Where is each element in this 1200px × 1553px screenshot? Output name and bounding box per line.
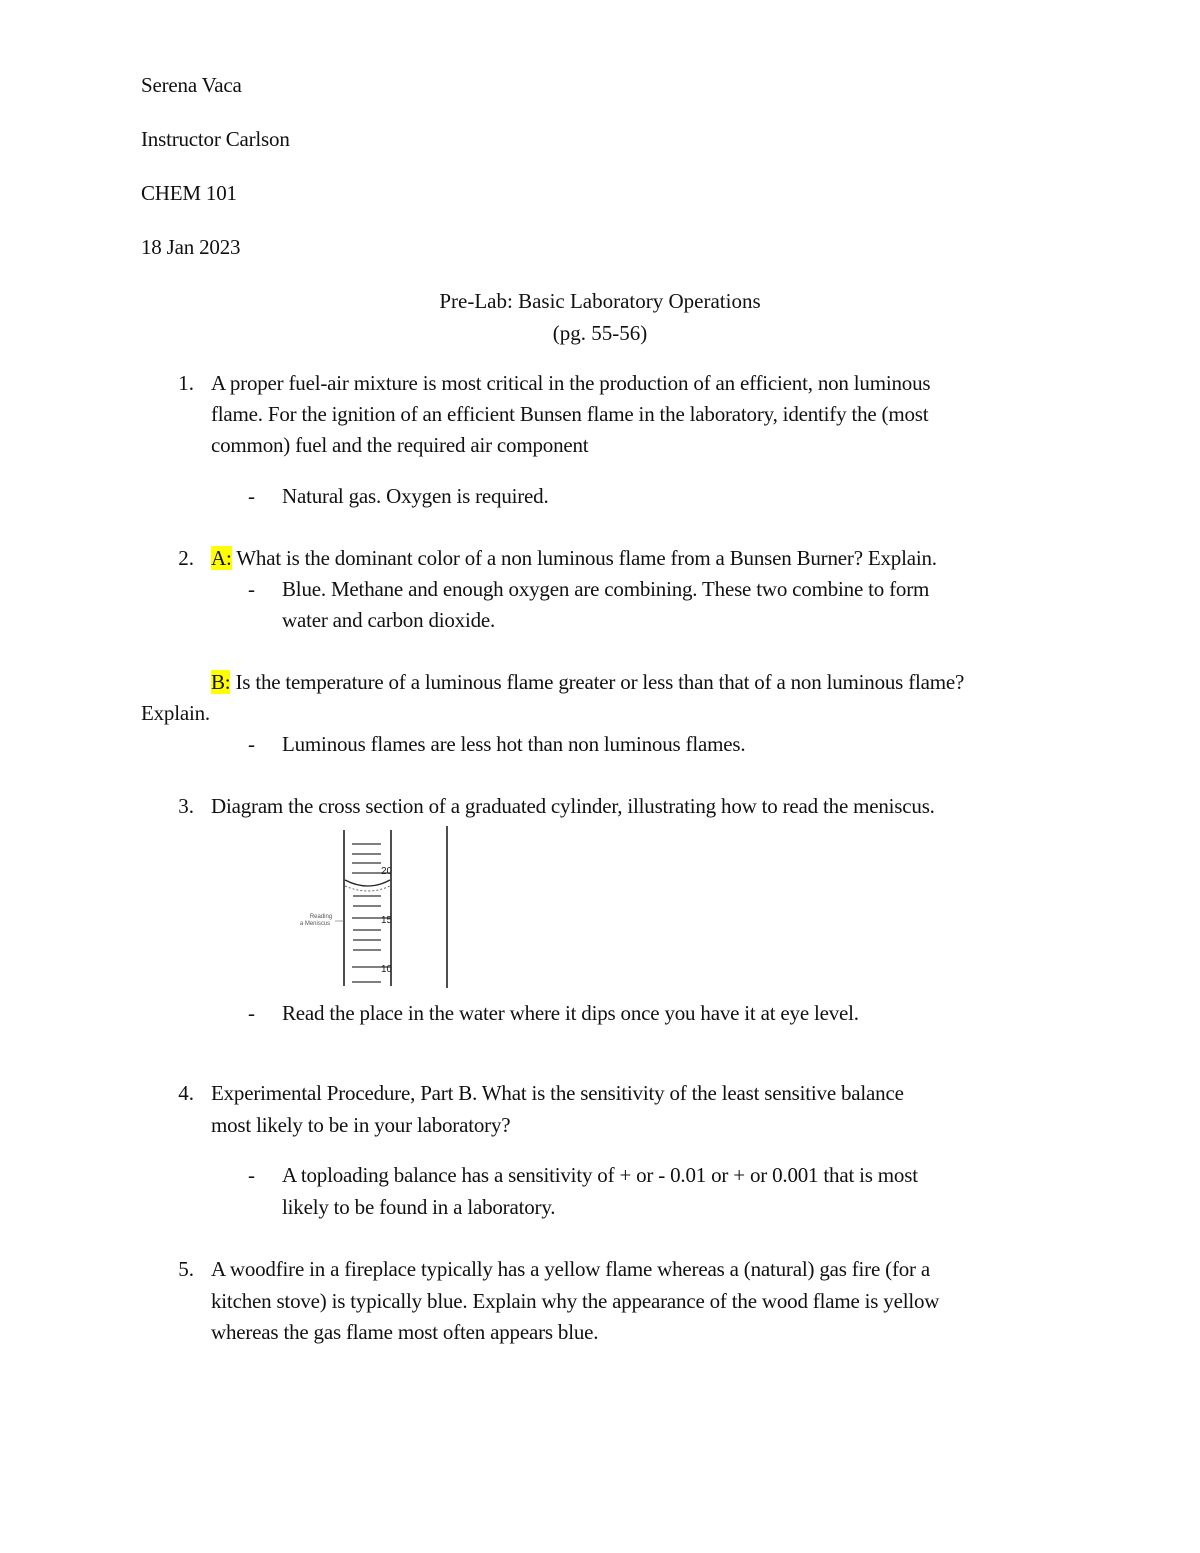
q3-question: Diagram the cross section of a graduated cylinder, illustrating how to read the meniscus. bbox=[211, 794, 935, 818]
q2b-answer-bullet: - bbox=[248, 732, 255, 756]
q1-line-1: A proper fuel-air mixture is most critical in the production of an efficient, non luminous bbox=[211, 371, 931, 395]
q1-answer: Natural gas. Oxygen is required. bbox=[282, 484, 549, 508]
instructor-name: Instructor Carlson bbox=[141, 127, 290, 151]
q1-number: 1. bbox=[178, 371, 194, 395]
q2a-label: A: bbox=[211, 546, 232, 570]
tick-label-20: 20 bbox=[381, 866, 393, 877]
side-label-line-2: a Meniscus bbox=[299, 921, 331, 927]
q4-answer-line-2: likely to be found in a laboratory. bbox=[282, 1195, 556, 1219]
graduation-marks bbox=[352, 844, 391, 982]
q2a-answer-line-2: water and carbon dioxide. bbox=[282, 608, 496, 632]
q2a-answer-bullet: - bbox=[248, 577, 255, 601]
q3-number: 3. bbox=[178, 794, 194, 818]
q2b-question bbox=[211, 667, 964, 698]
course-code: CHEM 101 bbox=[141, 181, 237, 205]
q3-answer-bullet: - bbox=[248, 1001, 255, 1025]
q5-number: 5. bbox=[178, 1257, 194, 1281]
q2b-text: Is the temperature of a luminous flame greater or less than that of a non luminous flame? bbox=[230, 670, 965, 694]
q3-answer: Read the place in the water where it dips once you have it at eye level. bbox=[282, 1001, 859, 1025]
q4-number: 4. bbox=[178, 1081, 194, 1105]
document-title: Pre-Lab: Basic Laboratory Operations bbox=[439, 289, 761, 313]
q5-line-3: whereas the gas flame most often appears blue. bbox=[211, 1320, 599, 1344]
q2a-text: What is the dominant color of a non luminous flame from a Bunsen Burner? Explain. bbox=[231, 546, 937, 570]
q2-number: 2. bbox=[178, 546, 194, 570]
meniscus-lower-curve bbox=[345, 886, 390, 891]
side-label-line-1: Reading bbox=[309, 914, 333, 920]
q4-line-1: Experimental Procedure, Part B. What is the sensitivity of the least sensitive balance bbox=[211, 1081, 904, 1105]
tick-label-10: 10 bbox=[381, 964, 393, 975]
graduated-cylinder-diagram bbox=[295, 826, 455, 992]
q2a-question bbox=[211, 543, 937, 574]
q5-line-1: A woodfire in a fireplace typically has a yellow flame whereas a (natural) gas fire (for a bbox=[211, 1257, 930, 1281]
student-name: Serena Vaca bbox=[141, 73, 242, 97]
q2a-answer-line-1: Blue. Methane and enough oxygen are combining. These two combine to form bbox=[282, 577, 930, 601]
q4-answer-bullet: - bbox=[248, 1163, 255, 1187]
document-date: 18 Jan 2023 bbox=[141, 235, 241, 259]
meniscus-curve bbox=[345, 880, 390, 886]
q1-line-2: flame. For the ignition of an efficient Bunsen flame in the laboratory, identify the (most bbox=[211, 402, 929, 426]
document-subtitle: (pg. 55-56) bbox=[552, 321, 648, 345]
q2b-answer: Luminous flames are less hot than non luminous flames. bbox=[282, 732, 746, 756]
q2b-question-cont: Explain. bbox=[141, 701, 210, 725]
q4-line-2: most likely to be in your laboratory? bbox=[211, 1113, 511, 1137]
q5-line-2: kitchen stove) is typically blue. Explain why the appearance of the wood flame is yellow bbox=[211, 1289, 940, 1313]
tick-label-15: 15 bbox=[381, 915, 393, 926]
q1-answer-bullet: - bbox=[248, 484, 255, 508]
q1-line-3: common) fuel and the required air component bbox=[211, 433, 589, 457]
q2b-label: B: bbox=[211, 670, 231, 694]
q4-answer-line-1: A toploading balance has a sensitivity of + or - 0.01 or + or 0.001 that is most bbox=[282, 1163, 918, 1187]
